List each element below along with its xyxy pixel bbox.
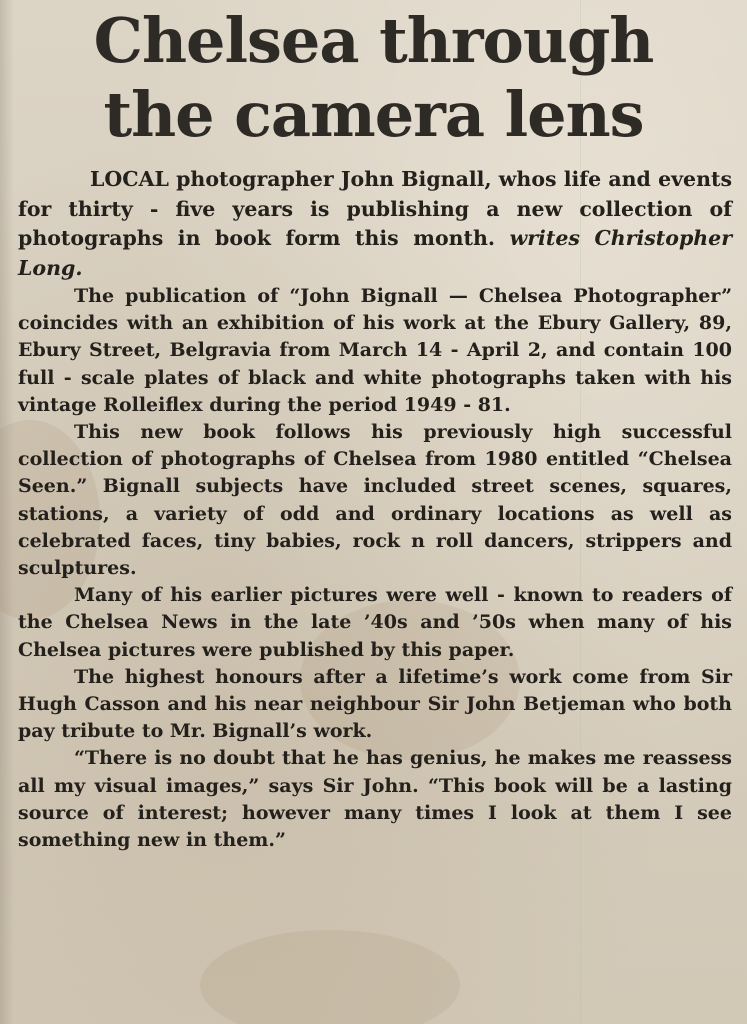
lead-paragraph	[18, 165, 732, 283]
article-paragraph: This new book follows his previously high successful collection of photographs of Chelsea from 1980 entitled “Chelsea Seen.” Bignall subjects have included street scenes, squares, stations, a variety of odd and ordinary locations as well as celebrated faces, tiny babies, rock n roll dancers, strippers and sculptures.	[18, 421, 732, 580]
article-paragraph: Many of his earlier pictures were well - known to readers of the Chelsea News in the late ’40s and ’50s when many of his Chelsea pictures were published by this paper.	[18, 584, 732, 661]
headline-line-2: the camera lens	[103, 78, 644, 151]
article-paragraph: “There is no doubt that he has genius, he makes me reassess all my visual images,” says Sir John. “This book will be a lasting source of interest; however many times I look at them I see something new in them.”	[18, 747, 732, 852]
article-paragraph: The highest honours after a lifetime’s work come from Sir Hugh Casson and his near neighbour Sir John Betjeman who both pay tribute to Mr. Bignall’s work.	[18, 665, 732, 743]
paper-stain	[200, 930, 460, 1024]
lead-text: LOCAL photographer John Bignall, whos life and events for thirty - five years is publishing a new collection of photographs in book form this month.	[18, 167, 732, 250]
byline: writes Christopher Long.	[18, 226, 733, 280]
article-paragraph: The publication of “John Bignall — Chelsea Photographer” coincides with an exhibition of his work at the Ebury Gallery, 89, Ebury Street, Belgravia from March 14 - April 2, and contain 100 full - scale plates of black and white photographs taken with his vintage Rolleiflex during the period 1949 - 81.	[18, 285, 732, 416]
headline-line-1: Chelsea through	[93, 4, 654, 77]
article-headline	[0, 4, 747, 152]
article-body	[18, 165, 732, 854]
